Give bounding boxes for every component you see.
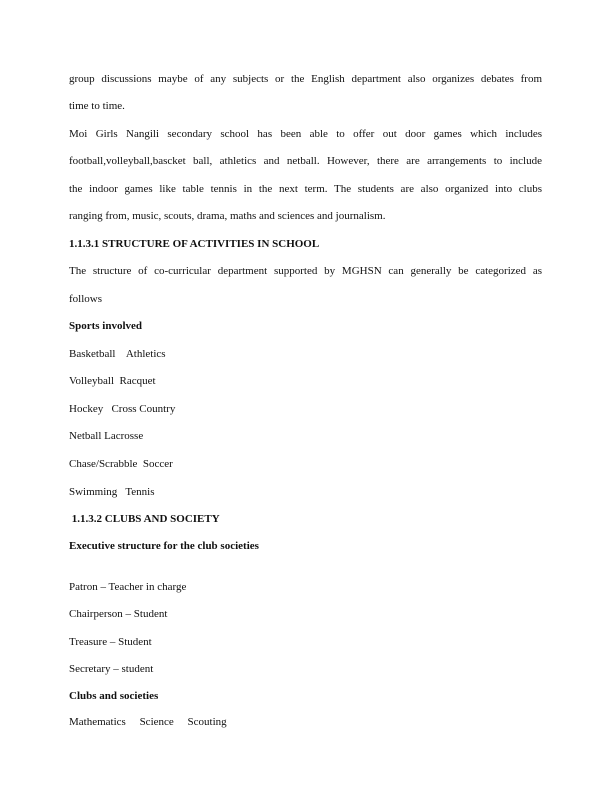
paragraph-line: football,volleyball,bascket ball, athletics and netball. However, there are arrangements to include <box>69 155 542 167</box>
paragraph-line: ranging from, music, scouts, drama, maths and sciences and journalism. <box>69 210 386 222</box>
sports-item: Netball Lacrosse <box>69 430 144 442</box>
section-heading: 1.1.3.2 CLUBS AND SOCIETY <box>69 513 220 525</box>
section-heading: 1.1.3.1 STRUCTURE OF ACTIVITIES IN SCHOOL <box>69 238 320 250</box>
executive-item: Patron – Teacher in charge <box>69 581 187 593</box>
paragraph-line: Moi Girls Nangili secondary school has been able to offer out door games which includes <box>69 128 542 140</box>
paragraph-line: time to time. <box>69 100 125 112</box>
executive-item: Treasure – Student <box>69 636 152 648</box>
sports-item: Basketball Athletics <box>69 348 166 360</box>
sports-item: Chase/Scrabble Soccer <box>69 458 173 470</box>
sports-item: Hockey Cross Country <box>69 403 176 415</box>
paragraph-line: group discussions maybe of any subjects or the English department also organizes debates from <box>69 73 542 85</box>
executive-item: Chairperson – Student <box>69 608 168 620</box>
executive-item: Secretary – student <box>69 663 154 675</box>
subheading: Sports involved <box>69 320 143 332</box>
paragraph-line: The structure of co-curricular department supported by MGHSN can generally be categorized as <box>69 265 542 277</box>
sports-item: Swimming Tennis <box>69 486 155 498</box>
subheading: Executive structure for the club societies <box>69 540 259 552</box>
paragraph-line: the indoor games like table tennis in the next term. The students are also organized into clubs <box>69 183 542 195</box>
clubs-list: Mathematics Science Scouting <box>69 716 227 728</box>
sports-item: Volleyball Racquet <box>69 375 156 387</box>
paragraph-line: follows <box>69 293 102 305</box>
subheading: Clubs and societies <box>69 690 159 702</box>
